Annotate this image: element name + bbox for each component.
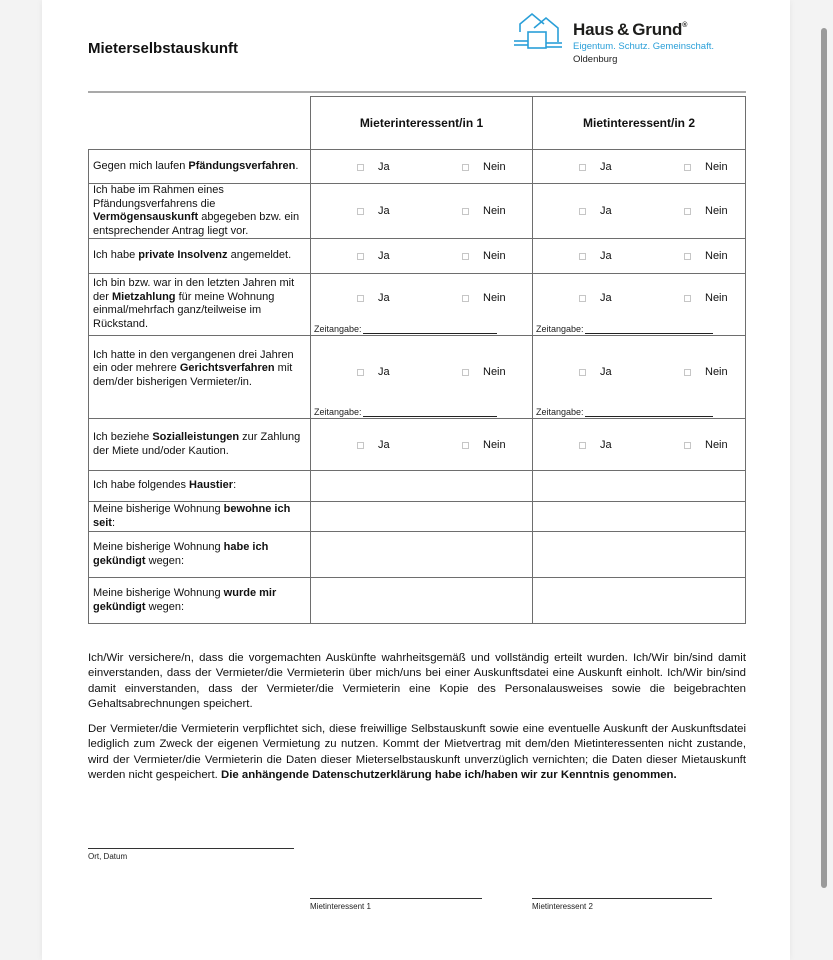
no-label: Nein xyxy=(483,292,506,304)
question-text: Ich bin bzw. war in den letzten Jahren mit der Mietzahlung für meine Wohnung einmal/mehrfach ganz/teilweise im Rückstand. xyxy=(93,277,295,330)
declaration-paragraph: Ich/Wir versichere/n, dass die vorgemachten Auskünfte wahrheitsgemäß und vollständig erteilt wurden. Ich/Wir bin/sind damit einverstanden, dass der Vermieter/die Vermieterin über mich/uns bei einer Auskunftsdatei eine Auskunft einholt. Ich/Wir bin/sind damit einverstanden, dass der Vermieter/die Vermieterin eine Kopie des Personalausweises sowie die beigebrachten Gehaltsabrechnungen speichert. xyxy=(88,652,746,710)
yes-option[interactable] xyxy=(579,439,612,451)
no-checkbox[interactable] xyxy=(462,295,469,302)
yes-option[interactable] xyxy=(357,439,390,451)
no-label: Nein xyxy=(483,366,506,378)
yes-label: Ja xyxy=(600,250,612,262)
yes-label: Ja xyxy=(378,205,390,217)
data-protection-paragraph: Der Vermieter/die Vermieterin verpflichtet sich, diese freiwillige Selbstauskunft sowie eine eventuelle Auskunft der Auskunftsdatei lediglich zum Zweck der eigenen Vermietung zu nutzen. Kommt der Mietvertrag mit dem/den Mietinteressenten nicht zustande, wird der Vermieter/die Vermieterin die Daten dieser Mieterselbstauskunft unverzüglich vernichten; die Daten dieser Mietauskunft werden nicht gespeichert. Die anhängende Datenschutzerklärung habe ich/haben wir zur Kenntnis genommen. xyxy=(88,723,746,781)
answer-cell-tenant-1 xyxy=(310,238,533,274)
no-option[interactable] xyxy=(462,205,506,217)
no-label: Nein xyxy=(483,161,506,173)
question-text: Ich hatte in den vergangenen drei Jahren ein oder mehrere Gerichtsverfahren mit dem/der bisherigen Vermieter/in. xyxy=(93,348,294,388)
yes-checkbox[interactable] xyxy=(579,442,586,449)
no-checkbox[interactable] xyxy=(684,253,691,260)
no-option[interactable] xyxy=(684,439,728,451)
text-entry-tenant-1[interactable] xyxy=(310,577,533,624)
answer-cell-tenant-1 xyxy=(310,183,533,239)
no-option[interactable] xyxy=(684,250,728,262)
tenant-2-signature-line[interactable] xyxy=(532,898,712,899)
yes-option[interactable] xyxy=(579,250,612,262)
document-title: Mieterselbstauskunft xyxy=(88,40,239,57)
yes-label: Ja xyxy=(600,161,612,173)
question-cell xyxy=(88,149,311,184)
column-header-tenant-1: Mieterinteressent/in 1 xyxy=(310,96,533,150)
answer-cell-tenant-2 xyxy=(532,273,746,336)
no-checkbox[interactable] xyxy=(684,369,691,376)
text-entry-tenant-1[interactable] xyxy=(310,501,533,532)
yes-checkbox[interactable] xyxy=(357,253,364,260)
question-cell xyxy=(88,335,311,419)
time-input-line[interactable] xyxy=(363,416,497,417)
answer-cell-tenant-2 xyxy=(532,183,746,239)
no-checkbox[interactable] xyxy=(462,164,469,171)
time-label: Zeitangabe: xyxy=(314,407,362,417)
question-cell xyxy=(88,183,311,239)
no-label: Nein xyxy=(483,205,506,217)
tenant-1-signature-line[interactable] xyxy=(310,898,482,899)
answer-cell-tenant-1 xyxy=(310,418,533,471)
answer-cell-tenant-1 xyxy=(310,149,533,184)
question-text: Gegen mich laufen Pfändungsverfahren. xyxy=(93,159,299,172)
text-entry-tenant-2[interactable] xyxy=(532,501,746,532)
time-input-line[interactable] xyxy=(585,416,713,417)
no-label: Nein xyxy=(705,292,728,304)
vertical-scrollbar[interactable] xyxy=(821,28,827,888)
yes-option[interactable] xyxy=(357,161,390,173)
yes-option[interactable] xyxy=(357,250,390,262)
question-text: Ich habe im Rahmen eines Pfändungsverfahrens die Vermögensauskunft abgegeben bzw. ein entsprechender Antrag liegt vor. xyxy=(93,184,300,237)
no-checkbox[interactable] xyxy=(684,164,691,171)
question-text: Ich habe folgendes Haustier: xyxy=(93,479,237,492)
no-checkbox[interactable] xyxy=(684,208,691,215)
yes-checkbox[interactable] xyxy=(357,295,364,302)
answer-cell-tenant-2 xyxy=(532,149,746,184)
question-text: Ich habe private Insolvenz angemeldet. xyxy=(93,249,292,262)
yes-checkbox[interactable] xyxy=(579,164,586,171)
no-label: Nein xyxy=(705,250,728,262)
no-option[interactable] xyxy=(462,439,506,451)
question-text: Meine bisherige Wohnung habe ich gekündigt wegen: xyxy=(93,541,269,567)
text-entry-tenant-2[interactable] xyxy=(532,531,746,578)
yes-label: Ja xyxy=(600,439,612,451)
yes-checkbox[interactable] xyxy=(357,442,364,449)
answer-cell-tenant-2 xyxy=(532,238,746,274)
question-cell xyxy=(88,273,311,336)
no-label: Nein xyxy=(483,439,506,451)
question-cell xyxy=(88,470,311,502)
yes-option[interactable] xyxy=(579,205,612,217)
yes-option[interactable] xyxy=(579,292,612,304)
time-entry-field[interactable] xyxy=(536,324,713,334)
no-option[interactable] xyxy=(684,161,728,173)
yes-label: Ja xyxy=(378,250,390,262)
no-checkbox[interactable] xyxy=(462,208,469,215)
place-date-label: Ort, Datum xyxy=(88,852,128,861)
answer-cell-tenant-1 xyxy=(310,273,533,336)
no-checkbox[interactable] xyxy=(684,442,691,449)
yes-label: Ja xyxy=(378,439,390,451)
question-text: Ich beziehe Sozialleistungen zur Zahlung der Miete und/oder Kaution. xyxy=(93,431,301,457)
question-cell xyxy=(88,531,311,578)
time-input-line[interactable] xyxy=(585,333,713,334)
yes-option[interactable] xyxy=(579,161,612,173)
time-entry-field[interactable] xyxy=(536,407,713,417)
no-option[interactable] xyxy=(462,250,506,262)
yes-checkbox[interactable] xyxy=(579,295,586,302)
place-date-signature-line[interactable] xyxy=(88,848,294,849)
no-option[interactable] xyxy=(684,292,728,304)
yes-checkbox[interactable] xyxy=(579,369,586,376)
text-entry-tenant-2[interactable] xyxy=(532,577,746,624)
text-entry-tenant-1[interactable] xyxy=(310,531,533,578)
haus-und-grund-logo xyxy=(512,12,752,70)
house-logo-icon xyxy=(512,12,568,54)
no-checkbox[interactable] xyxy=(462,253,469,260)
no-label: Nein xyxy=(705,161,728,173)
yes-checkbox[interactable] xyxy=(579,208,586,215)
time-label: Zeitangabe: xyxy=(314,324,362,334)
logo-city: Oldenburg xyxy=(573,54,618,65)
yes-option[interactable] xyxy=(357,292,390,304)
time-label: Zeitangabe: xyxy=(536,324,584,334)
tenant-2-signature-label: Mietinteressent 2 xyxy=(532,902,593,911)
yes-checkbox[interactable] xyxy=(357,164,364,171)
logo-name: Haus & Grund® xyxy=(573,20,688,39)
no-label: Nein xyxy=(705,439,728,451)
time-entry-field[interactable] xyxy=(314,324,497,334)
no-option[interactable] xyxy=(462,366,506,378)
question-cell xyxy=(88,238,311,274)
no-label: Nein xyxy=(705,366,728,378)
yes-checkbox[interactable] xyxy=(579,253,586,260)
no-label: Nein xyxy=(483,250,506,262)
text-entry-tenant-2[interactable] xyxy=(532,470,746,502)
question-cell xyxy=(88,501,311,532)
yes-label: Ja xyxy=(378,161,390,173)
time-label: Zeitangabe: xyxy=(536,407,584,417)
text-entry-tenant-1[interactable] xyxy=(310,470,533,502)
header-divider xyxy=(88,91,746,93)
yes-option[interactable] xyxy=(357,366,390,378)
no-checkbox[interactable] xyxy=(462,369,469,376)
time-input-line[interactable] xyxy=(363,333,497,334)
yes-label: Ja xyxy=(600,366,612,378)
no-option[interactable] xyxy=(684,366,728,378)
question-text: Meine bisherige Wohnung wurde mir gekündigt wegen: xyxy=(93,587,277,613)
answer-cell-tenant-2 xyxy=(532,335,746,419)
no-checkbox[interactable] xyxy=(462,442,469,449)
yes-option[interactable] xyxy=(357,205,390,217)
time-entry-field[interactable] xyxy=(314,407,497,417)
question-cell xyxy=(88,577,311,624)
question-cell xyxy=(88,418,311,471)
no-checkbox[interactable] xyxy=(684,295,691,302)
yes-checkbox[interactable] xyxy=(357,369,364,376)
answer-cell-tenant-1 xyxy=(310,335,533,419)
no-option[interactable] xyxy=(462,161,506,173)
yes-label: Ja xyxy=(600,205,612,217)
tenant-1-signature-label: Mietinteressent 1 xyxy=(310,902,371,911)
yes-option[interactable] xyxy=(579,366,612,378)
answer-cell-tenant-2 xyxy=(532,418,746,471)
no-option[interactable] xyxy=(684,205,728,217)
yes-label: Ja xyxy=(378,292,390,304)
question-text: Meine bisherige Wohnung bewohne ich seit: xyxy=(93,503,291,529)
yes-label: Ja xyxy=(378,366,390,378)
yes-checkbox[interactable] xyxy=(357,208,364,215)
no-label: Nein xyxy=(705,205,728,217)
no-option[interactable] xyxy=(462,292,506,304)
logo-tagline: Eigentum. Schutz. Gemeinschaft. xyxy=(573,41,714,52)
column-header-tenant-2: Mietinteressent/in 2 xyxy=(532,96,746,150)
yes-label: Ja xyxy=(600,292,612,304)
